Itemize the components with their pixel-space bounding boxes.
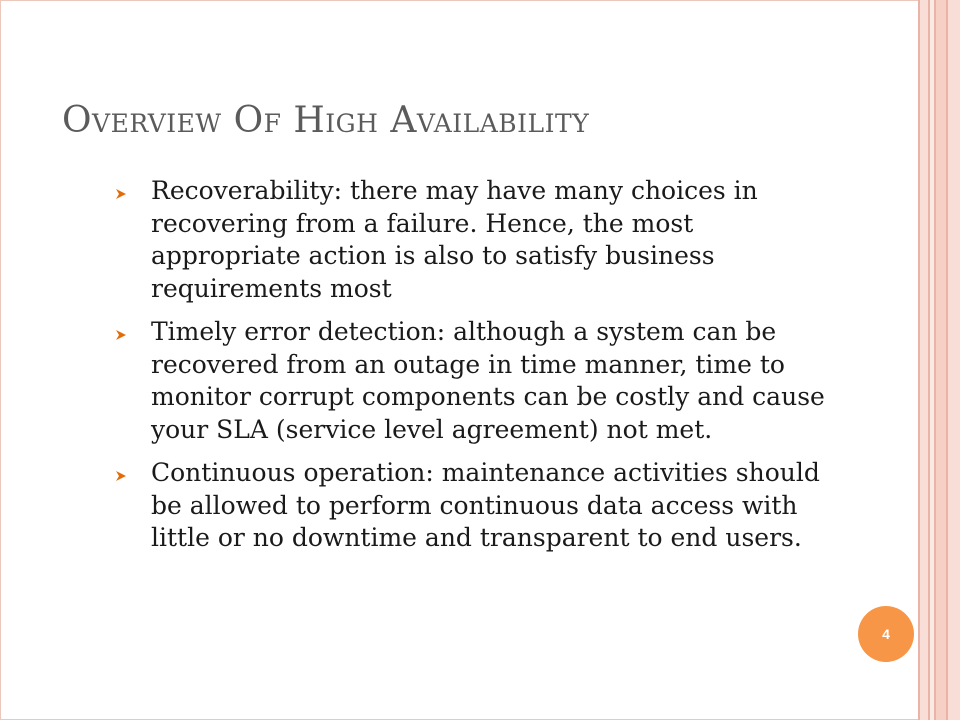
arrow-bullet-icon	[115, 175, 151, 200]
border-stripe	[936, 0, 946, 720]
border-stripe	[920, 0, 928, 720]
bullet-item	[115, 457, 835, 555]
arrow-bullet-icon	[115, 316, 151, 341]
border-stripe	[948, 0, 960, 720]
arrow-bullet-icon	[115, 457, 151, 482]
bullet-item	[115, 316, 835, 446]
bullet-text: Continuous operation: maintenance activities should be allowed to perform continuous data access with little or no downtime and transparent to end users.	[151, 458, 820, 552]
page-number: 4	[882, 626, 890, 642]
page-number-badge	[858, 606, 914, 662]
bullet-text: Recoverability: there may have many choices in recovering from a failure. Hence, the most appropriate action is also to satisfy business requirements most	[151, 176, 758, 303]
bullet-text: Timely error detection: although a system can be recovered from an outage in time manner, time to monitor corrupt components can be costly and cause your SLA (service level agreement) not met.	[151, 317, 825, 444]
slide-title: Overview Of High Availability	[62, 100, 590, 141]
bullet-item	[115, 175, 835, 305]
bullet-list	[115, 175, 835, 566]
